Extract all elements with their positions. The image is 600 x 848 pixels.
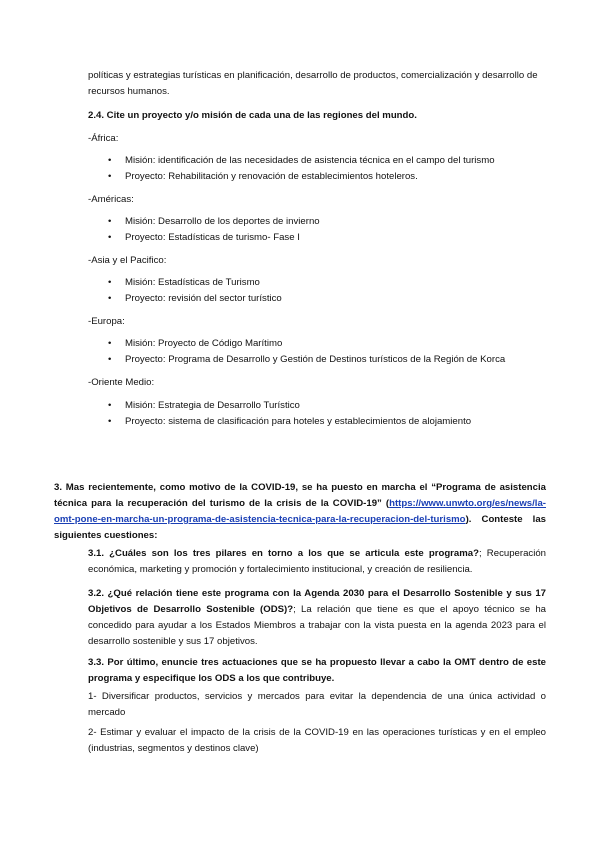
question-3-2-text: 3.2. ¿Qué relación tiene este programa con la Agenda 2030 para el Desarrollo Sostenible y sus 17 Objetivos de Desarrollo Sostenible (ODS)? — [88, 588, 546, 615]
intro-paragraph: políticas y estrategias turísticas en planificación, desarrollo de productos, comercialización y desarrollo de recursos humanos. — [88, 70, 538, 97]
region-label-africa: -África: — [88, 133, 119, 144]
region-list-americas — [108, 214, 320, 246]
section-3-intro-tail: ). Conteste las siguientes cuestiones: — [54, 514, 546, 541]
question-3-1 — [88, 546, 546, 578]
region-label-europa: -Europa: — [88, 316, 125, 327]
section-3-intro-text: 3. Mas recientemente, como motivo de la COVID-19, se ha puesto en marcha el “Programa de asistencia técnica para la recuperación del turismo de la crisis de la COVID-19” ( — [54, 482, 546, 509]
action-1: 1- Diversificar productos, servicios y mercados para evitar la dependencia de una única actividad o mercado — [88, 691, 546, 718]
question-3-2 — [88, 586, 546, 650]
mission-item: • Misión: Desarrollo de los deportes de invierno — [108, 214, 320, 230]
mission-item: • Misión: identificación de las necesidades de asistencia técnica en el campo del turismo — [108, 153, 495, 169]
project-item: • Proyecto: revisión del sector turístico — [108, 291, 282, 307]
section-2-4-heading: 2.4. Cite un proyecto y/o misión de cada una de las regiones del mundo. — [88, 110, 417, 121]
region-list-oriente-medio — [108, 398, 471, 430]
section-3-intro — [54, 480, 546, 544]
region-list-europa — [108, 336, 505, 368]
region-list-africa — [108, 153, 495, 185]
question-3-3: 3.3. Por último, enuncie tres actuaciones que se ha propuesto llevar a cabo la OMT dentro de este programa y especifique los ODS a los que contribuye. — [88, 657, 546, 684]
mission-item: • Misión: Estadísticas de Turismo — [108, 275, 282, 291]
mission-item: • Misión: Proyecto de Código Marítimo — [108, 336, 505, 352]
region-label-americas: -Américas: — [88, 194, 134, 205]
mission-item: • Misión: Estrategia de Desarrollo Turístico — [108, 398, 471, 414]
answer-3-1: ; Recuperación económica, marketing y promoción y fortalecimiento institucional, y creación de resiliencia. — [88, 548, 547, 575]
action-2: 2- Estimar y evaluar el impacto de la crisis de la COVID-19 en las operaciones turísticas y en el empleo (industrias, segmentos y destinos clave) — [88, 727, 546, 754]
project-item: • Proyecto: Rehabilitación y renovación de establecimientos hoteleros. — [108, 169, 495, 185]
region-label-asia-pacifico: -Asia y el Pacifico: — [88, 255, 167, 266]
project-item: • Proyecto: Programa de Desarrollo y Gestión de Destinos turísticos de la Región de Korca — [108, 352, 505, 368]
project-item: • Proyecto: sistema de clasificación para hoteles y establecimientos de alojamiento — [108, 414, 471, 430]
region-label-oriente-medio: -Oriente Medio: — [88, 377, 155, 388]
answer-3-2: ; La relación que tiene es que el apoyo técnico se ha concedido para ayudar a los Estados Miembros a trabajar con la vista puesta en la agenda 2023 para el desarrollo sostenible y sus 17 objetivos. — [88, 604, 547, 647]
project-item: • Proyecto: Estadísticas de turismo- Fase I — [108, 230, 320, 246]
region-list-asia-pacifico — [108, 275, 282, 307]
program-link[interactable]: https://www.unwto.org/es/news/la-omt-pone-en-marcha-un-programa-de-asistencia-tecnica-para-la-recuperacion-del-turismo — [54, 498, 546, 525]
question-3-1-text: 3.1. ¿Cuáles son los tres pilares en torno a los que se articula este programa? — [88, 548, 479, 559]
